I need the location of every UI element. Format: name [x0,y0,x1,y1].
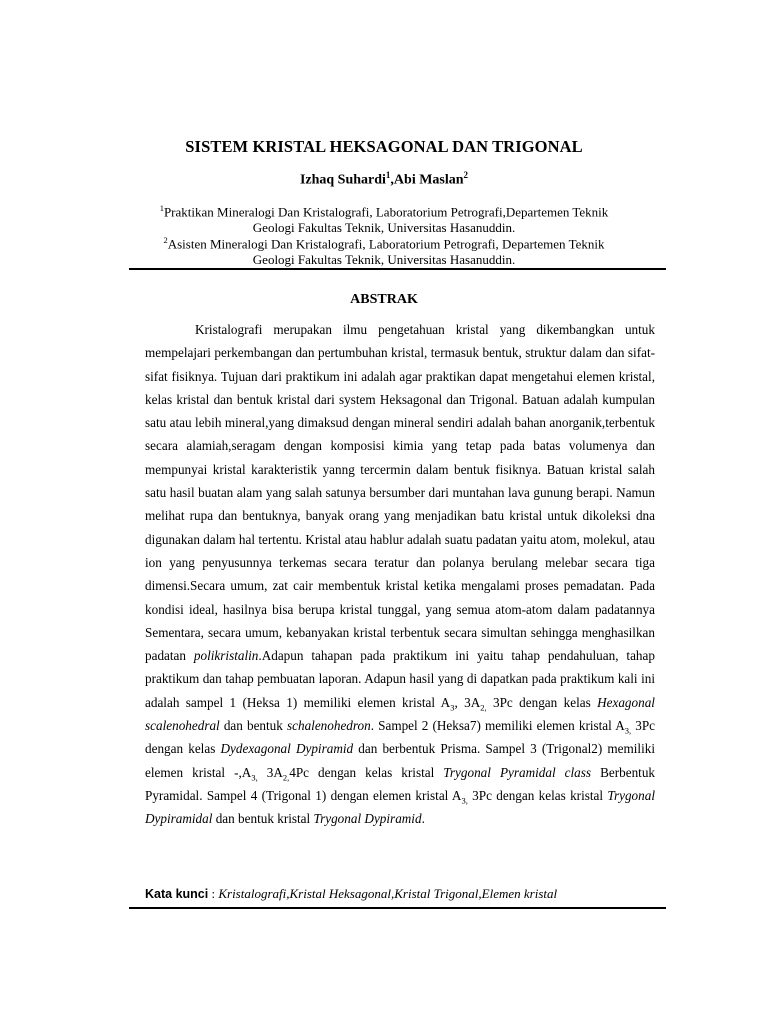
subscript: 3, [251,772,258,783]
abstract-text: dan berbentuk Prisma. Sampel 3 (Trigonal2) memiliki elemen kristal -,A [145,741,655,780]
affiliation-text: Asisten Mineralogi Dan Kristalografi, Laboratorium Petrografi, Departemen Teknik [167,236,605,252]
abstract-term: schalenohedron [286,718,371,734]
abstract-text: 3A [257,764,283,780]
abstract-text: Berbentuk Pyramidal. Sampel 4 (Trigonal 1) dengan elemen kristal A [145,764,656,803]
abstract-term: polikristalin [193,648,259,664]
affiliation-mark: 2 [163,235,168,245]
keywords-list: Kristalografi,Kristal Heksagonal,Kristal Trigonal,Elemen kristal [218,886,558,901]
keywords-separator: : [208,886,219,901]
subscript: 3, [624,725,632,736]
abstract-text: . [421,811,425,827]
abstract-body [145,318,655,831]
subscript: 2, [480,702,487,713]
abstract-text: 3Pc dengan kelas kristal [467,787,608,803]
author-mark: 1 [385,170,391,180]
abstract-text: Kristalografi merupakan ilmu pengetahuan kristal yang dikembangkan untuk mempelajari perkembangan dan pertumbuhan kristal, termasuk bentuk, struktur dalam dan sifat-sifat fisiknya. Tujuan dari praktikum ini adalah agar praktikan dapat mengetahui elemen kristal, kelas kristal dan bentuk kristal dari system Heksagonal dan Trigonal. Batuan adalah kumpulan satu atau lebih mineral,yang dimaksud dengan mineral sendiri adalah bahan anorganik,terbentuk secara alamiah,seragam dengan komposisi kimia yang tetap pada batas volumenya dan mempunyai kristal karakteristik yanng tercermin dalam bentuk fisiknya. Batuan kristal salah satu hasil buatan alam yang salah satunya bersumber dari muntahan lava gunung berapi. Namun melihat rupa dan bentuknya, banyak orang yang menjadikan batu kristal untuk dikoleksi dna digunakan dalam hal tertentu. Kristal atau hablur adalah suatu padatan yaitu atom, molekul, atau ion yang penyusunnya terkemas secara teratur dan polanya berulang melebar secara tiga dimensi.Secara umum, zat cair membentuk kristal ketika mengalami proses pemadatan. Pada kondisi ideal, hasilnya bisa berupa kristal tunggal, yang semua atom-atom dalam padatannya Sementara, secara umum, kebanyakan kristal terbentuk secara simultan sehingga menghasilkan padatan [145,322,655,664]
affiliation-1 [0,200,768,236]
abstract-text: . Sampel 2 (Heksa7) memiliki elemen kristal A [370,718,625,734]
affiliation-text: Geologi Fakultas Teknik, Universitas Hasanuddin. [252,252,516,268]
abstract-term: Hexagonal scalenohedral [145,694,655,734]
abstract-term: Dydexagonal Dypiramid [220,741,354,757]
author-line: Izhaq Suhardi$^1$,Abi Maslan$^2$ [299,170,469,188]
subscript: 3, [461,795,468,806]
abstract-text: 3Pc dengan kelas [145,718,655,757]
abstract-text: dan bentuk kristal [212,811,314,827]
abstract-term: Trygonal Dypiramid [313,811,422,827]
abstract-text: 3Pc dengan kelas [486,694,598,710]
keywords-divider [129,907,666,909]
abstract-heading: ABSTRAK [350,292,418,307]
subscript: 2, [282,772,290,783]
header-divider [129,268,666,270]
keywords-line [145,886,665,902]
affiliation-2 [0,232,768,268]
abstract-term: Trygonal Dypiramidal [145,787,656,827]
abstract-text: .Adapun tahapan pada praktikum ini yaitu tahap pendahuluan, tahap praktikum dan tahap pembuatan laporan. Adapun hasil yang di dapatkan pada praktikum kali ini adalah sampel 1 (Heksa 1) memiliki elemen kristal A [145,648,655,710]
affiliation-text: Praktikan Mineralogi Dan Kristalografi, Laboratorium Petrografi,Departemen Teknik [163,204,609,220]
abstract-text: dan bentuk [219,718,287,734]
affiliation-text: Geologi Fakultas Teknik, Universitas Hasanuddin. [252,220,516,236]
author-name: Abi Maslan [393,172,464,188]
author-mark: 2 [463,170,469,180]
author-name: Izhaq Suhardi [299,172,386,188]
abstract-text: 4Pc dengan kelas kristal [289,764,444,780]
abstract-text: , 3A [454,694,481,710]
affiliation-mark: 1 [159,203,164,213]
subscript: 3 [450,702,455,713]
abstract-term: Trygonal Pyramidal class [443,764,592,780]
keywords-label: Kata kunci [145,887,209,901]
paper-title: SISTEM KRISTAL HEKSAGONAL DAN TRIGONAL [185,137,583,156]
